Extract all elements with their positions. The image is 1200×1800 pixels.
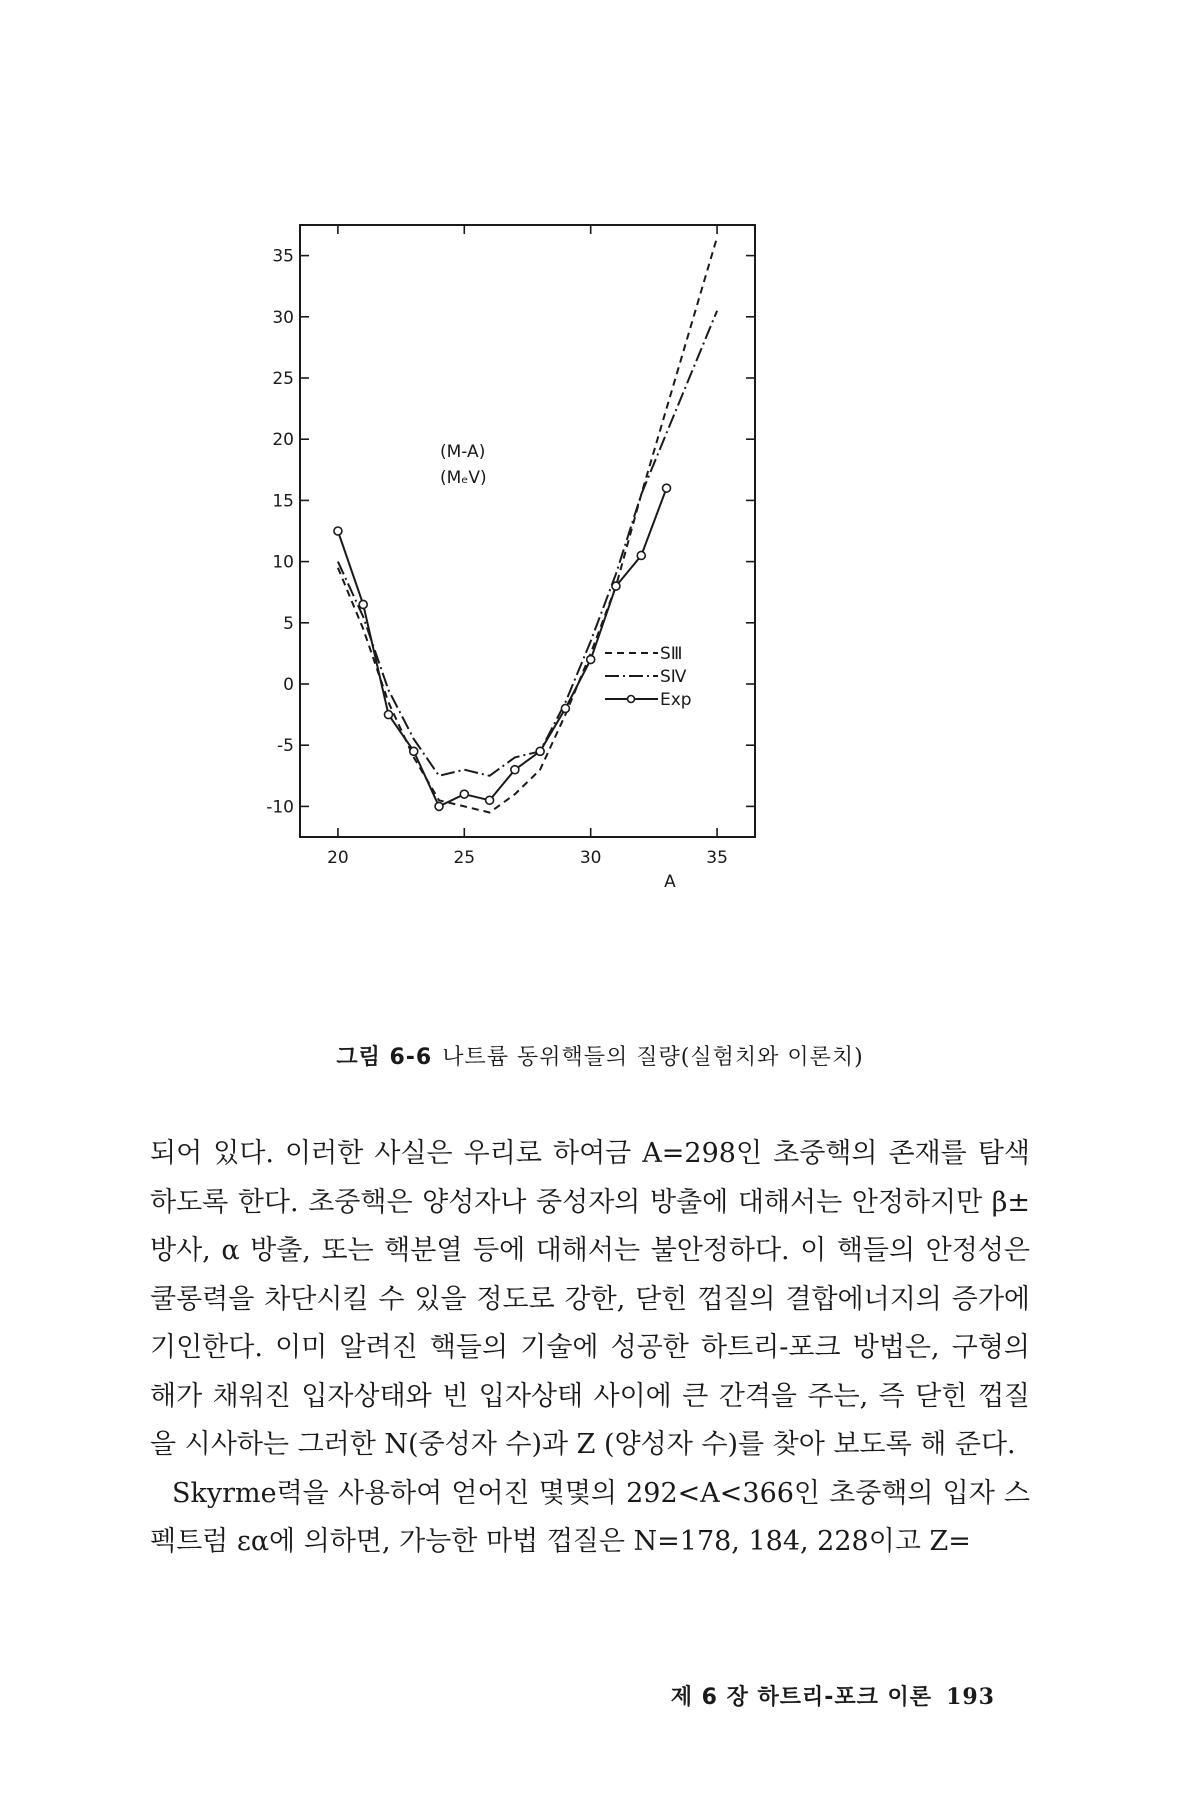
series-line-2: [338, 488, 667, 806]
exp-data-point: [587, 656, 595, 664]
x-axis: [327, 225, 728, 868]
figure-caption: [0, 1040, 1200, 1071]
paragraph-1: 되어 있다. 이러한 사실은 우리로 하여금 A=298인 초중핵의 존재를 탐색하도록 한다. 초중핵은 양성자나 중성자의 방출에 대해서는 안정하지만 β± 방사, α 방출, 또는 핵분열 등에 대해서는 불안정하다. 이 핵들의 안정성은 쿨롱력을 차단시킬 수 있을 정도로 강한, 닫힌 껍질의 결합에너지의 증가에 기인한다. 이미 알려진 핵들의 기술에 성공한 하트리-포크 방법은, 구형의 해가 채워진 입자상태와 빈 입자상태 사이에 큰 간격을 주는, 즉 닫힌 껍질을 시사하는 그러한 N(중성자 수)과 Z (양성자 수)를 찾아 보도록 해 준다.: [150, 1138, 1030, 1460]
exp-data-point: [384, 711, 392, 719]
exp-data-point: [612, 582, 620, 590]
exp-data-point: [435, 802, 443, 810]
legend-label-exp: Exp: [660, 690, 692, 710]
body-text: [150, 1130, 1030, 1567]
legend: [605, 644, 692, 710]
page-footer: [671, 1680, 995, 1711]
y-tick-label: 30: [272, 307, 294, 328]
paragraph-2: Skyrme력을 사용하여 얻어진 몇몇의 292<A<366인 초중핵의 입자 스펙트럼 εα에 의하면, 가능한 마법 껍질은 N=178, 184, 228이고 Z=: [150, 1477, 1030, 1557]
y-tick-label: 25: [272, 369, 294, 389]
x-axis-label: A: [664, 872, 676, 892]
series-layer: [334, 237, 717, 812]
y-tick-label: 5: [283, 613, 294, 634]
legend-label-s3: SⅢ: [660, 644, 683, 664]
exp-data-point: [359, 600, 367, 608]
series-line-0: [338, 237, 717, 812]
exp-data-point: [486, 796, 494, 804]
exp-data-point: [536, 747, 544, 755]
y-tick-label: -10: [266, 797, 294, 818]
legend-label-s4: SⅣ: [660, 667, 687, 687]
x-tick-label: 25: [453, 848, 476, 868]
y-tick-label: -5: [277, 736, 294, 757]
legend-marker-exp: [628, 696, 635, 703]
y-tick-label: 35: [272, 246, 294, 267]
page-number: 193: [946, 1684, 995, 1710]
exp-data-point: [511, 766, 519, 774]
y-tick-label: 0: [283, 675, 294, 695]
exp-data-point: [460, 790, 468, 798]
mass-chart: [266, 225, 890, 1025]
exp-data-point: [561, 704, 569, 712]
plot-frame: [300, 225, 755, 837]
ylabel-line-2: (MₑV): [440, 468, 487, 488]
x-tick-label: 30: [579, 848, 602, 868]
y-tick-label: 20: [272, 430, 294, 451]
exp-data-point: [334, 527, 342, 535]
exp-data-point: [637, 551, 645, 559]
x-tick-label: 20: [327, 848, 349, 868]
ylabel-line-1: (M-A): [440, 442, 486, 462]
chapter-title: 제 6 장 하트리-포크 이론: [670, 1685, 933, 1710]
x-tick-label: 35: [706, 848, 728, 868]
caption-text: 나트륨 동위핵들의 질량(실험치와 이론치): [442, 1045, 864, 1070]
exp-data-point: [663, 484, 671, 492]
y-tick-label: 10: [272, 552, 294, 573]
exp-data-point: [410, 747, 418, 755]
caption-number: 그림 6-6: [336, 1045, 433, 1070]
y-tick-label: 15: [272, 491, 294, 512]
